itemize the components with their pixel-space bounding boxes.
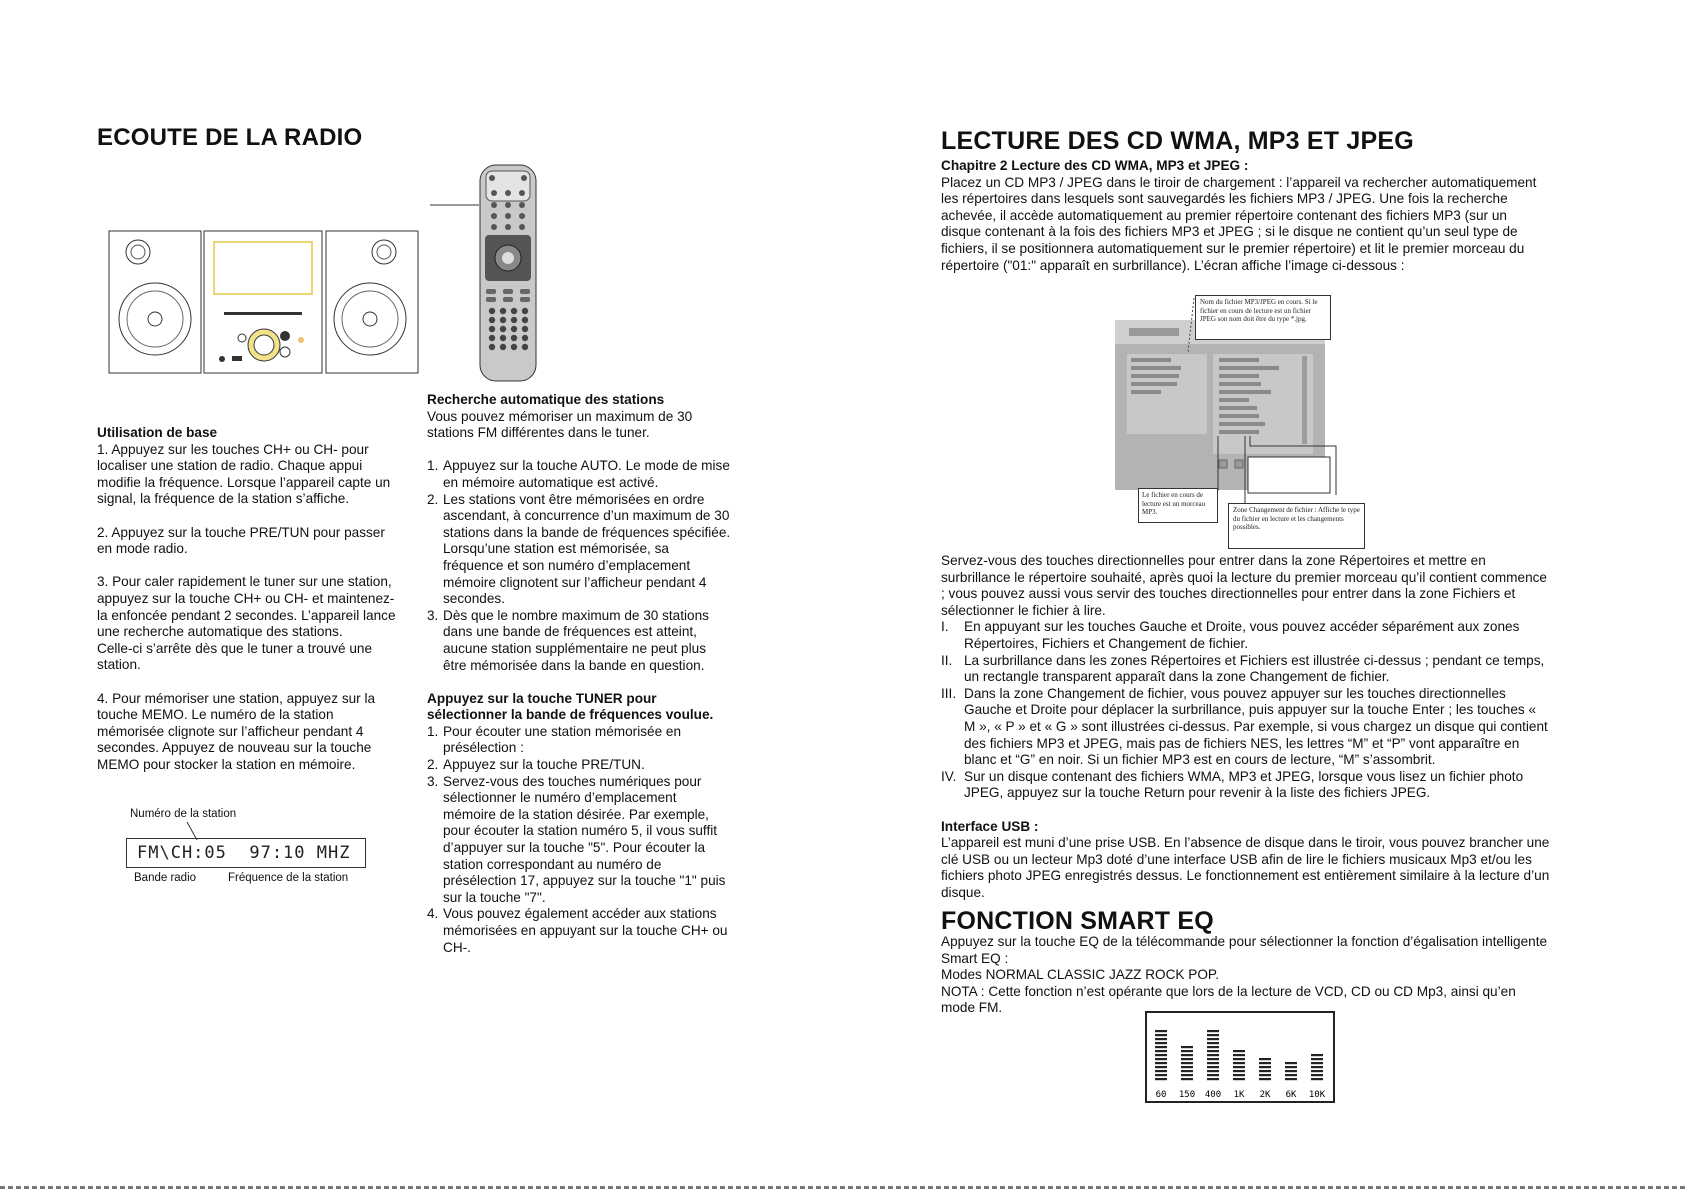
eq-band-label: 2K xyxy=(1259,1090,1271,1100)
eq-bar-segment xyxy=(1181,1066,1193,1068)
usb-text: L’appareil est muni d’une prise USB. En l’absence de disque dans le tiroir, vous pouvez brancher une clé USB ou un lecteur Mp3 doté d’une interface USB afin de lire le fichiers musicaux Mp3 et/ou les fichiers photo JPEG enregistrés dessus. Le fonctionnement est entièrement similaire à la lecture d’un disque. xyxy=(941,835,1550,900)
eq-bar-segment xyxy=(1285,1070,1297,1072)
eq-bar-segment xyxy=(1155,1034,1167,1036)
eq-note: NOTA : Cette fonction n’est opérante que lors de la lecture de VCD, CD ou CD Mp3, ainsi qu’en mode FM. xyxy=(941,983,1516,1016)
eq-bar-segment xyxy=(1207,1054,1219,1056)
eq-bar-segment xyxy=(1155,1062,1167,1064)
radio-title: ECOUTE DE LA RADIO xyxy=(97,124,363,151)
eq-bar-segment xyxy=(1207,1034,1219,1036)
lcd-station-number-label: Numéro de la station xyxy=(130,808,237,820)
auto-search-step: 3. Dès que le nombre maximum de 30 stations dans une bande de fréquences est atteint, aucune station supplémentaire ne peut plus être mémorisée dans la bande en question. xyxy=(427,607,709,673)
auto-search-step: 1. Appuyez sur la touche AUTO. Le mode de mise en mémoire automatique est activé. xyxy=(427,458,730,490)
page-bottom-rule xyxy=(0,1186,1685,1189)
mp3-chapter-heading: Chapitre 2 Lecture des CD WMA, MP3 et JPEG : xyxy=(941,158,1249,173)
eq-bar-segment xyxy=(1233,1074,1245,1076)
eq-bar-segment xyxy=(1259,1078,1271,1080)
eq-bar-segment xyxy=(1259,1070,1271,1072)
auto-search-steps xyxy=(427,458,732,674)
eq-bar-segment xyxy=(1259,1062,1271,1064)
basic-usage-step: Celle-ci s’arrête dès que le tuner a trouvé une station. xyxy=(97,640,373,673)
eq-bar-segment xyxy=(1233,1054,1245,1056)
basic-usage-section xyxy=(97,425,397,773)
eq-bar-segment xyxy=(1233,1058,1245,1060)
mp3-intro-text: Placez un CD MP3 / JPEG dans le tiroir de chargement : l’appareil va rechercher automatiquement les répertoires dans lesquels sont sauvegardés les fichiers MP3 / JPEG. Une fois la recherche achevée, il accède automatiquement au premier répertoire contenant des fichiers MP3 (sur un disque contenant à la fois des fichiers MP3 et JPEG ; si le disque ne contient qu’un seul type de fichiers, il se positionnera automatiquement sur le premier répertoire) et lit le premier morceau du répertoire ("01:" apparaît en surbrillance). L’écran affiche l’image ci-dessous : xyxy=(941,174,1537,273)
eq-bar-segment xyxy=(1155,1038,1167,1040)
auto-search-step: 2. Les stations vont être mémorisées en ordre ascendant, à concurrence d’un maximum de 30 stations dans la bande de fréquences spécifiée. Lorsqu’une station est mémorisée, sa fréquence et son numéro d’emplacement mémoire clignotent sur l’afficheur pendant 4 secondes. xyxy=(427,491,731,607)
eq-display xyxy=(1145,1011,1335,1103)
eq-band-label: 1K xyxy=(1233,1090,1245,1100)
eq-band-label: 60 xyxy=(1155,1090,1167,1100)
tuner-steps xyxy=(427,724,732,956)
eq-bar-segment xyxy=(1181,1058,1193,1060)
eq-bar-segment xyxy=(1285,1066,1297,1068)
eq-bar-segment xyxy=(1233,1078,1245,1080)
eq-bar-segment xyxy=(1311,1062,1323,1064)
eq-band-label: 400 xyxy=(1204,1090,1222,1100)
eq-bar-segment xyxy=(1233,1070,1245,1072)
eq-bar-segment xyxy=(1155,1074,1167,1076)
eq-bar-segment xyxy=(1155,1030,1167,1032)
eq-bar-segment xyxy=(1259,1058,1271,1060)
eq-bar-segment xyxy=(1207,1046,1219,1048)
eq-bar-segment xyxy=(1181,1050,1193,1052)
eq-bar-segment xyxy=(1181,1078,1193,1080)
eq-bar-segment xyxy=(1285,1074,1297,1076)
eq-bar-segment xyxy=(1207,1050,1219,1052)
lcd-display: FM\CH:05 97:10 MHZ xyxy=(126,838,366,868)
eq-bar-segment xyxy=(1233,1050,1245,1052)
mp3-roman-item: III. Dans la zone Changement de fichier, vous pouvez appuyer sur les touches directionnelles Gauche et Droite pour déplacer la surbrillance, puis appuyer sur la touche Enter ; les touches « M », « P » et « G » sont illustrées ci-dessus. Par exemple, si vous chargez un disque qui contient des fichiers MP3 et JPEG, mais pas de fichiers NES, les lettres “M” et “P” vont apparaître en blanc et “G” en noir. Si un fichier MP3 est en cours de lecture, “M” s’assombrit. xyxy=(941,685,1548,768)
eq-bar-segment xyxy=(1181,1070,1193,1072)
eq-bar-segment xyxy=(1207,1030,1219,1032)
eq-bar-segment xyxy=(1259,1066,1271,1068)
mp3-title: LECTURE DES CD WMA, MP3 ET JPEG xyxy=(941,127,1414,155)
eq-bar-segment xyxy=(1207,1078,1219,1080)
remote-control-illustration xyxy=(430,163,550,385)
tuner-step: 3. Servez-vous des touches numériques pour sélectionner le numéro d’emplacement mémoire de la station désirée. Par exemple, pour écouter la station numéro 5, il vous suffit d’appuyer sur la touche "5". Pour écouter la station correspondant au numéro de présélection 17, appuyez sur la touche "1" puis sur la touche "7". xyxy=(427,773,726,905)
tuner-step: 4. Vous pouvez également accéder aux stations mémorisées en appuyant sur la touche CH+ ou CH-. xyxy=(427,906,728,955)
eq-bar-segment xyxy=(1311,1078,1323,1080)
eq-bar-segment xyxy=(1155,1042,1167,1044)
eq-bar-segment xyxy=(1207,1070,1219,1072)
eq-bar-segment xyxy=(1285,1078,1297,1080)
mp3-intro-section xyxy=(941,158,1546,274)
eq-bar-segment xyxy=(1181,1062,1193,1064)
eq-bar-segment xyxy=(1207,1058,1219,1060)
mp3-roman-list xyxy=(941,619,1551,802)
basic-usage-step: 4. Pour mémoriser une station, appuyez sur la touche MEMO. Le numéro de la station mémorisée clignote sur l’afficheur pendant 4 secondes. Appuyez de nouveau sur la touche MEMO pour stocker la station en mémoire. xyxy=(97,690,376,772)
eq-band-label: 6K xyxy=(1285,1090,1297,1100)
mp3-roman-item: IV. Sur un disque contenant des fichiers WMA, MP3 et JPEG, lorsque vous lisez un fichier photo JPEG, appuyez sur la touche Return pour revenir à la liste des fichiers JPEG. xyxy=(941,768,1524,801)
basic-usage-step: 1. Appuyez sur les touches CH+ ou CH- pour localiser une station de radio. Chaque appui modifie la fréquence. Lorsque l’appareil capte un signal, la fréquence de la station s’affiche. xyxy=(97,441,391,507)
eq-bar-segment xyxy=(1285,1062,1297,1064)
eq-bar-segment xyxy=(1207,1062,1219,1064)
eq-bar-segment xyxy=(1207,1066,1219,1068)
eq-bar-segment xyxy=(1311,1066,1323,1068)
eq-bar-segment xyxy=(1181,1046,1193,1048)
lcd-band-label: Bande radio xyxy=(134,872,197,884)
stereo-system-illustration xyxy=(108,230,420,376)
eq-bar-segment xyxy=(1155,1046,1167,1048)
eq-bar-segment xyxy=(1233,1066,1245,1068)
eq-band-label: 10K xyxy=(1308,1090,1326,1100)
eq-band-label: 150 xyxy=(1178,1090,1196,1100)
tuner-step: 2. Appuyez sur la touche PRE/TUN. xyxy=(427,757,645,773)
eq-title: FONCTION SMART EQ xyxy=(941,907,1214,935)
auto-search-section xyxy=(427,392,732,956)
eq-bar-segment xyxy=(1207,1042,1219,1044)
auto-search-heading: Recherche automatique des stations xyxy=(427,392,665,407)
eq-bar-segment xyxy=(1155,1066,1167,1068)
eq-bar-segment xyxy=(1259,1074,1271,1076)
mp3-instructions-section xyxy=(941,553,1551,901)
basic-usage-step: 2. Appuyez sur la touche PRE/TUN pour passer en mode radio. xyxy=(97,524,385,557)
callout-change-zone: Zone Changement de fichier : Affiche le type du fichier en lecture et les changements possibles. xyxy=(1228,503,1365,549)
callout-filename: Nom du fichier MP3/JPEG en cours. Si le fichier en cours de lecture est un fichier JPEG son nom doit être du type *.jpg. xyxy=(1195,295,1331,340)
tuner-step: 1. Pour écouter une station mémorisée en présélection : xyxy=(427,723,682,756)
eq-bar-segment xyxy=(1311,1058,1323,1060)
eq-bar-segment xyxy=(1155,1078,1167,1080)
basic-usage-heading: Utilisation de base xyxy=(97,425,218,440)
eq-bar-segment xyxy=(1155,1058,1167,1060)
eq-bar-segment xyxy=(1233,1062,1245,1064)
callout-current-file: Le fichier en cours de lecture est un morceau MP3. xyxy=(1138,488,1218,523)
eq-bar-segment xyxy=(1155,1050,1167,1052)
eq-bar-segment xyxy=(1181,1054,1193,1056)
eq-modes: Modes NORMAL CLASSIC JAZZ ROCK POP. xyxy=(941,967,1219,983)
eq-bar-segment xyxy=(1311,1054,1323,1056)
eq-bar-segment xyxy=(1311,1070,1323,1072)
mp3-body-text: Servez-vous des touches directionnelles pour entrer dans la zone Répertoires et mettre en surbrillance le répertoire souhaité, après quoi la lecture du premier morceau qu’il contient commence ; vous pouvez aussi vous servir des touches directionnelles pour entrer dans la zone Fichiers et sélectionner le fichier à lire. xyxy=(941,553,1547,618)
usb-heading: Interface USB : xyxy=(941,818,1039,834)
eq-bar-segment xyxy=(1311,1074,1323,1076)
mp3-roman-item: II. La surbrillance dans les zones Répertoires et Fichiers est illustrée ci-dessus ; pendant ce temps, un rectangle transparent apparaît dans la zone Changement de fichier. xyxy=(941,652,1545,685)
tuner-heading: Appuyez sur la touche TUNER pour sélectionner la bande de fréquences voulue. xyxy=(427,690,714,723)
basic-usage-step: 3. Pour caler rapidement le tuner sur une station, appuyez sur la touche CH+ ou CH- et maintenez-la enfoncée pendant 2 secondes. L’appareil lance une recherche automatique des stations. xyxy=(97,574,396,640)
eq-bar-segment xyxy=(1207,1074,1219,1076)
eq-bar-segment xyxy=(1181,1074,1193,1076)
eq-bar-segment xyxy=(1207,1038,1219,1040)
lcd-frequency-label: Fréquence de la station xyxy=(228,872,349,884)
eq-section xyxy=(941,934,1551,1017)
mp3-roman-item: I. En appuyant sur les touches Gauche et Droite, vous pouvez accéder séparément aux zones Répertoires, Fichiers et Changement de fichier. xyxy=(941,619,1520,651)
auto-search-intro: Vous pouvez mémoriser un maximum de 30 stations FM différentes dans le tuner. xyxy=(427,408,693,441)
eq-bar-segment xyxy=(1155,1070,1167,1072)
eq-instruction: Appuyez sur la touche EQ de la télécommande pour sélectionner la fonction d’égalisation intelligente Smart EQ : xyxy=(941,934,1548,966)
eq-bar-segment xyxy=(1155,1054,1167,1056)
